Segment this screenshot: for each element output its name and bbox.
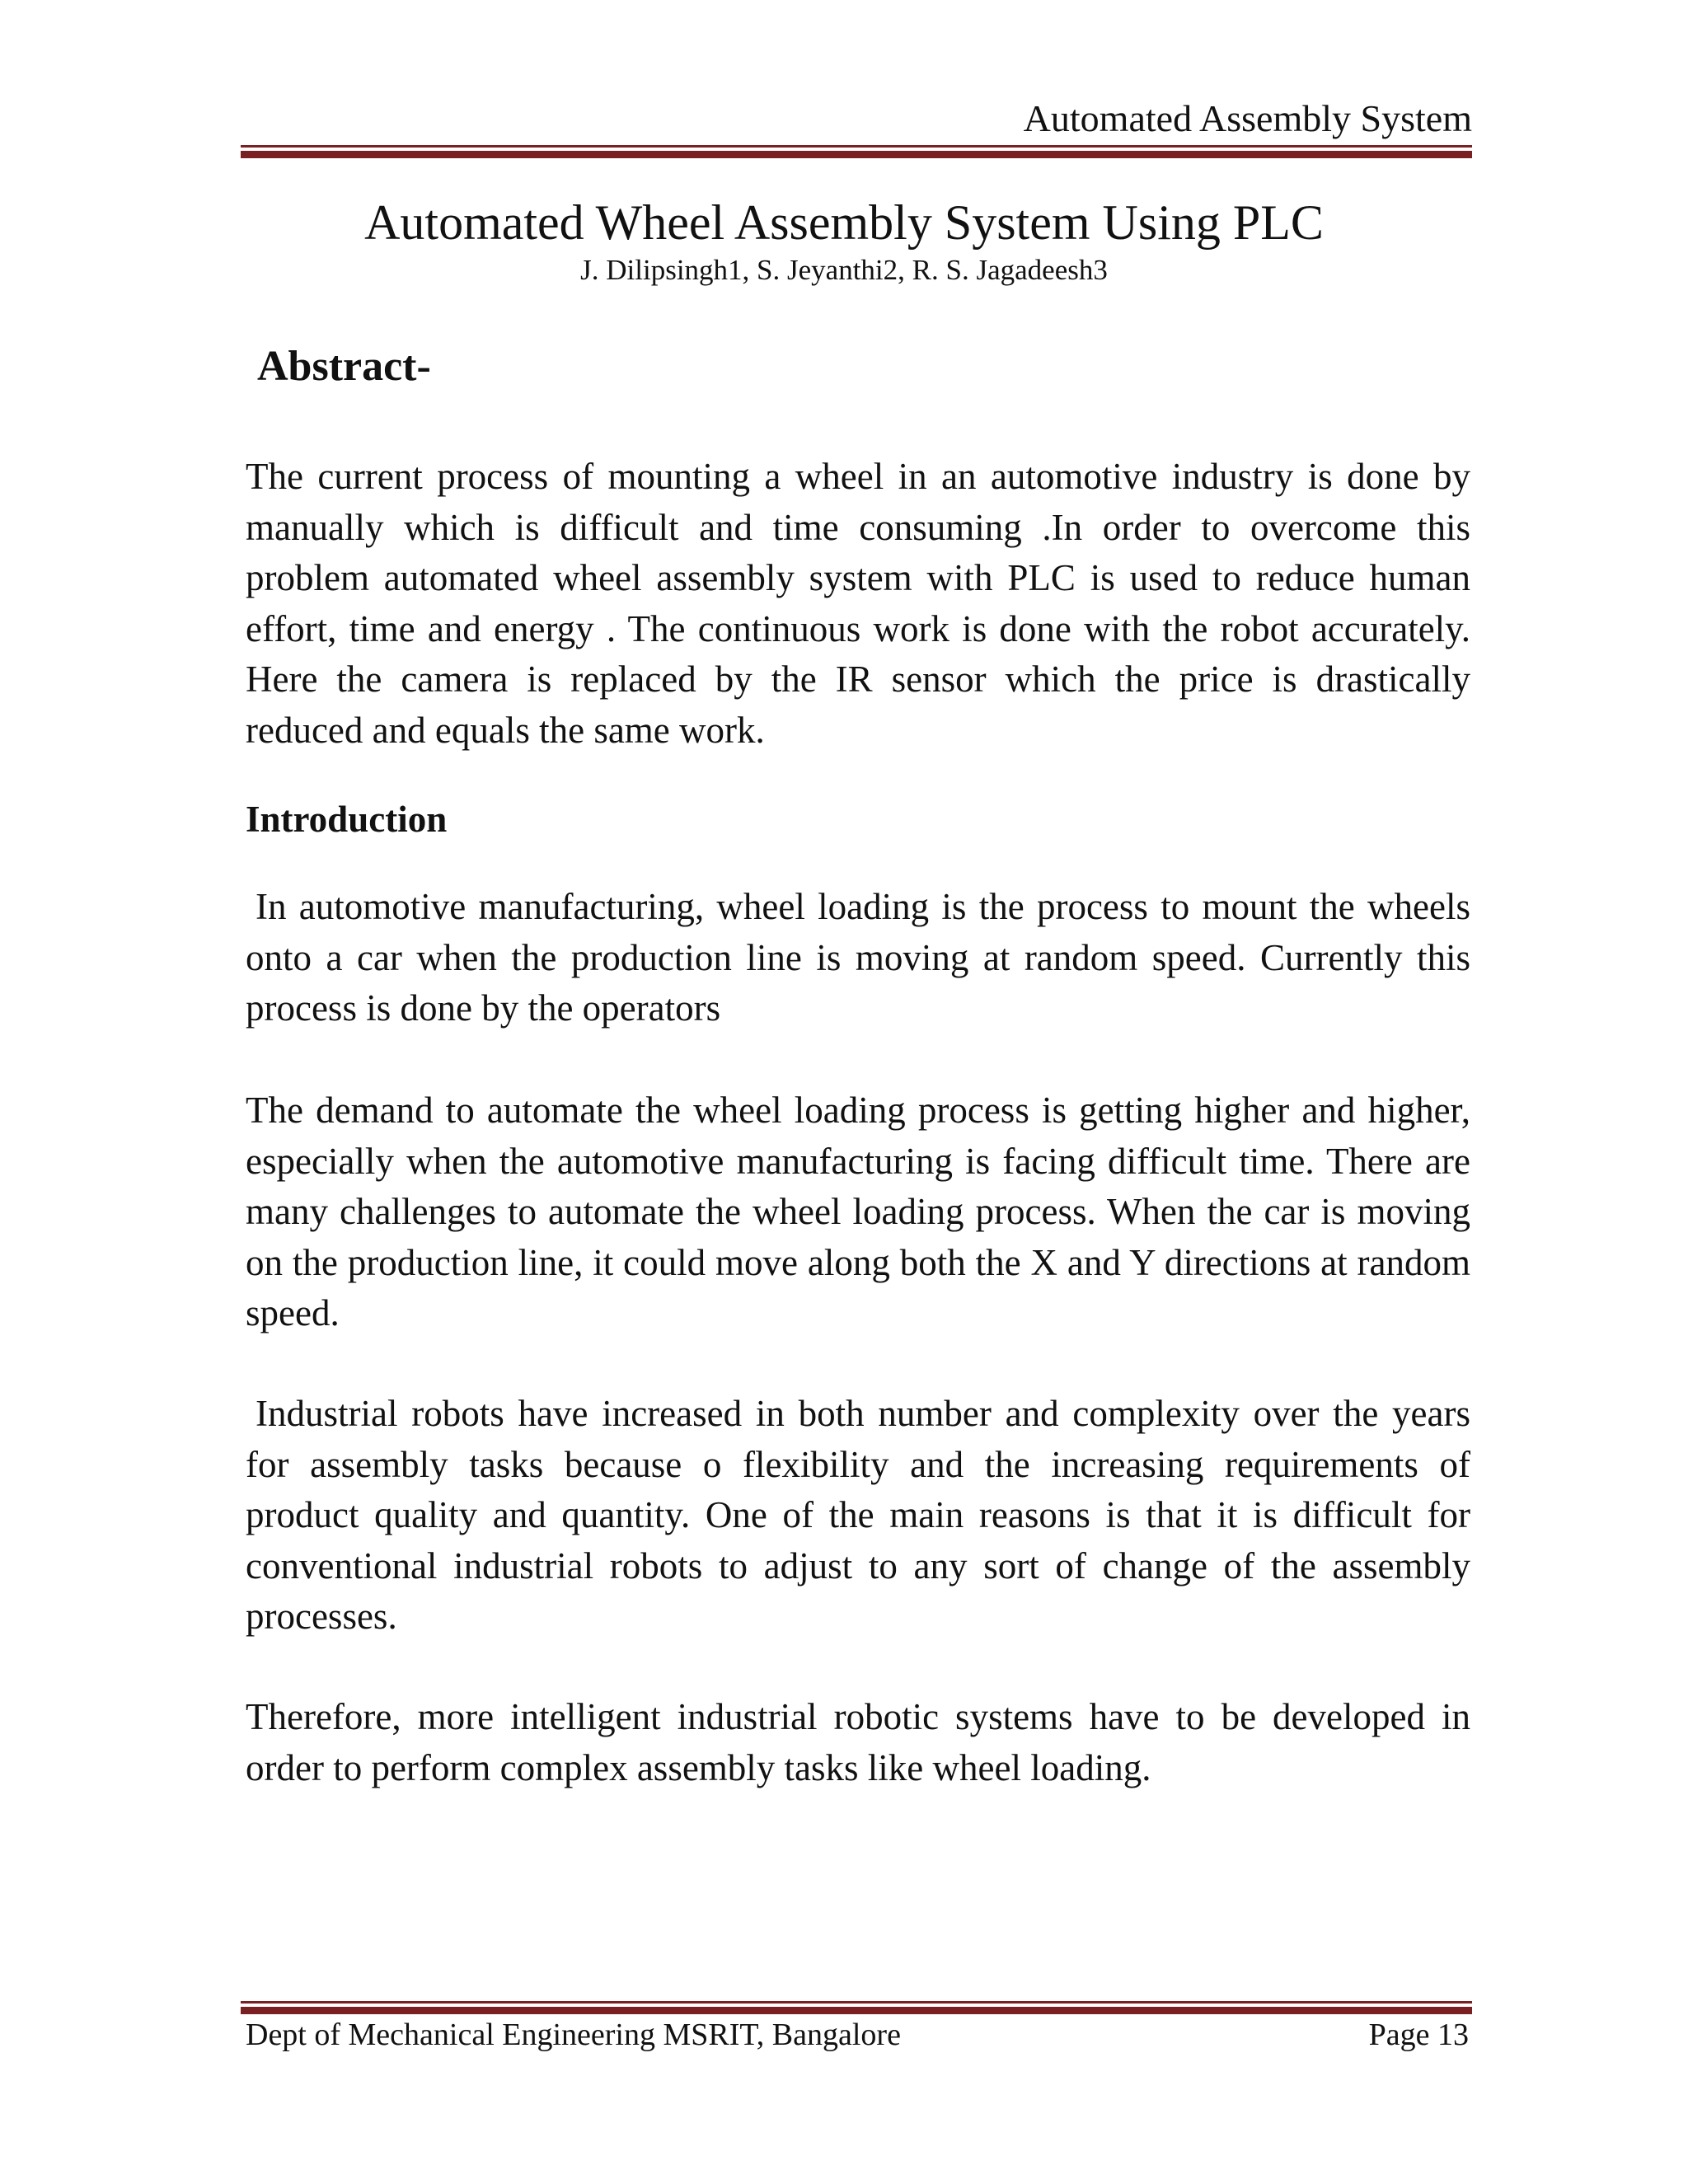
footer-rule-thin-line xyxy=(241,2001,1472,2004)
footer-page-number: Page 13 xyxy=(1368,2018,1469,2052)
article-title: Automated Wheel Assembly System Using PLC xyxy=(364,195,1324,250)
running-header: Automated Assembly System xyxy=(1023,97,1472,139)
introduction-paragraph-1: In automotive manufacturing, wheel loading is the process to mount the wheels onto a car when the production line is moving at random speed. Currently this process is done by the operators xyxy=(246,886,1470,1029)
header-rule-thin-line xyxy=(241,145,1472,148)
footer-rule xyxy=(241,2001,1472,2014)
header-rule xyxy=(241,145,1472,158)
introduction-paragraph-2: The demand to automate the wheel loading process is getting higher and higher, especially when the automotive manufacturing is facing difficult time. There are many challenges to automate the wheel loading process. When the car is moving on the production line, it could move along both the X and Y directions at random speed. xyxy=(246,1090,1470,1333)
abstract-paragraph: The current process of mounting a wheel in an automotive industry is done by manually which is difficult and time consuming .In order to overcome this problem automated wheel assembly system with PLC is used to reduce human effort, time and energy . The continuous work is done with the robot accurately. Here the camera is replaced by the IR sensor which the price is drastically reduced and equals the same work. xyxy=(246,456,1470,751)
article-authors: J. Dilipsingh1, S. Jeyanthi2, R. S. Jagadeesh3 xyxy=(580,254,1108,286)
introduction-paragraph-4: Therefore, more intelligent industrial robotic systems have to be developed in order to perform complex assembly tasks like wheel loading. xyxy=(246,1696,1470,1788)
introduction-heading: Introduction xyxy=(246,799,448,840)
footer-department: Dept of Mechanical Engineering MSRIT, Bangalore xyxy=(246,2018,901,2052)
introduction-paragraph-3: Industrial robots have increased in both number and complexity over the years for assembly tasks because o flexibility and the increasing requirements of product quality and quantity. One of the main reasons is that it is difficult for conventional industrial robots to adjust to any sort of change of the assembly processes. xyxy=(246,1393,1470,1637)
header-rule-thick-line xyxy=(241,151,1472,158)
abstract-heading: Abstract- xyxy=(257,343,431,390)
footer-rule-thick-line xyxy=(241,2007,1472,2014)
